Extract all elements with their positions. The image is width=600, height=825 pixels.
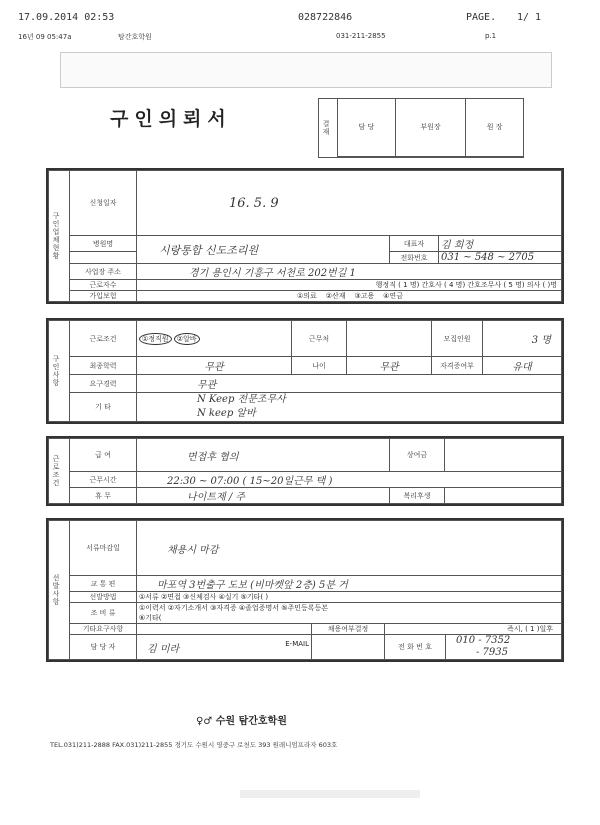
phone-value: 031 ~ 548 ~ 2705 — [441, 252, 535, 263]
conditions-side-label: 근로조건 — [52, 455, 60, 487]
bonus-value — [445, 439, 562, 472]
recruit-side-label: 구인사항 — [52, 355, 60, 387]
hire-decision-value: 즉시, ( 1 )일후 — [385, 624, 562, 635]
deadline-label: 서류마감일 — [70, 521, 137, 576]
manager-phone-line-2: - 7935 — [476, 647, 509, 658]
fax-sender-phone: 031-211-2855 — [336, 32, 386, 40]
insurance-label: 가입보험 — [70, 291, 137, 302]
approval-side-label: 결재 — [322, 120, 330, 136]
age-value: 무관 — [379, 362, 399, 373]
manager-phone-label: 전 화 번 호 — [385, 635, 446, 660]
manager-label: 담 당 자 — [70, 635, 137, 660]
address-label: 사업장 주소 — [70, 264, 137, 280]
condition-label: 근로조건 — [70, 321, 137, 357]
fax-datetime: 17.09.2014 02:53 — [18, 12, 115, 23]
etc-line-2: N keep 알바 — [197, 408, 256, 419]
insurance-opt-3: ③고용 — [354, 292, 375, 300]
insurance-opt-2: ②산재 — [325, 292, 346, 300]
selection-side-label: 선발사항 — [52, 574, 60, 606]
footer-contact: TEL.031)211-2888 FAX.031)211-2855 경기도 수원시 영중구 로천도 393 원래니엄프라자 603호 — [50, 741, 338, 749]
approval-sign-3 — [466, 156, 524, 157]
fax-number: 028722846 — [298, 12, 353, 23]
footer-faint-stamp — [240, 790, 420, 798]
age-label: 나이 — [292, 357, 347, 375]
etc-line-1: N Keep 전문조무사 — [197, 394, 286, 405]
docs-value: ①이력서 ②자기소개서 ③자격증 ④졸업증명서 ⑤주민등록등본 — [139, 604, 329, 612]
fax-page-value: 1/ 1 — [517, 12, 542, 23]
fax-sender: 탐간호학원 — [118, 33, 152, 41]
selection-table — [48, 520, 562, 660]
company-table — [48, 170, 562, 302]
approval-sign-2 — [395, 156, 465, 157]
career-label: 요구경력 — [70, 375, 137, 393]
conditions-table — [48, 438, 562, 504]
welfare-value — [445, 488, 562, 504]
manager-value: 김 미라 — [147, 643, 180, 655]
footer-logo — [196, 712, 287, 727]
etc-label: 기 타 — [70, 393, 137, 422]
holiday-value: 나이트제 / 주 — [187, 492, 246, 503]
other-req-label: 기타요구사항 — [70, 624, 137, 635]
hours-label: 근무시간 — [70, 472, 137, 488]
fax-sub-page: p.1 — [485, 32, 497, 40]
company-side-label: 구인업체현황 — [52, 212, 60, 260]
hospital-label: 병원명 — [70, 236, 137, 252]
recruit-count-label: 모집인원 — [432, 321, 483, 357]
approval-sign-1 — [338, 156, 396, 157]
hours-value: 22:30 ~ 07:00 ( 15~20일근무 택 ) — [167, 476, 333, 487]
email-label: E-MAIL — [285, 639, 309, 648]
address-value: 경기 용인시 기흥구 서천로 202번길 1 — [189, 268, 356, 279]
fax-sub-datetime: 16년 09 05:47a — [18, 33, 72, 41]
license-label: 자격증여부 — [432, 357, 483, 375]
transport-label: 교 통 편 — [70, 576, 137, 592]
rep-value: 김 희정 — [441, 240, 474, 251]
request-date-label: 신청일자 — [70, 171, 137, 236]
method-label: 선발방법 — [70, 592, 137, 603]
insurance-opt-1: ①의료 — [297, 292, 317, 300]
approval-col-2: 부원장 — [395, 99, 465, 157]
condition-opt-1: ①정직원 — [139, 333, 172, 345]
ghost-form-region — [60, 52, 552, 88]
career-value: 무관 — [197, 380, 217, 391]
workplace-label: 근무처 — [292, 321, 347, 357]
docs-value-2: ⑥기타( — [139, 614, 162, 622]
recruit-table — [48, 320, 562, 422]
document-title: 구인의뢰서 — [110, 108, 232, 130]
salary-label: 급 여 — [70, 439, 137, 472]
welfare-label: 복리후생 — [390, 488, 445, 504]
workplace-value — [347, 321, 432, 357]
hospital-value: 시랑통합 신도조리원 — [159, 243, 259, 257]
fax-page-label: PAGE. — [466, 12, 497, 23]
footer-logo-text: 수원 탐간호학원 — [215, 716, 287, 727]
staff-value: 행정직 ( 1 명) 간호사 ( 4 명) 간호조무사 ( 5 명) 의사 ( )명 — [137, 280, 562, 291]
rep-label: 대표자 — [390, 236, 439, 252]
deadline-value: 채용시 마감 — [167, 544, 219, 556]
other-req-value — [137, 624, 312, 635]
staff-label: 근로자수 — [70, 280, 137, 291]
holiday-label: 휴 무 — [70, 488, 137, 504]
license-value: 유대 — [512, 362, 532, 373]
salary-value: 면접후 협의 — [187, 451, 239, 463]
phone-label: 전화번호 — [390, 252, 439, 264]
email-value — [312, 635, 385, 660]
approval-table — [318, 98, 524, 158]
approval-col-3: 원 장 — [466, 99, 524, 157]
bonus-label: 상여금 — [390, 439, 445, 472]
insurance-opt-4: ④연금 — [383, 292, 403, 300]
education-label: 최종학력 — [70, 357, 137, 375]
request-date-value: 16. 5. 9 — [229, 195, 279, 211]
recruit-count-value: 3 명 — [531, 335, 551, 346]
education-value: 무관 — [204, 362, 224, 373]
approval-col-1: 담 당 — [338, 99, 396, 157]
transport-value: 마포역 3번출구 도보 (비마켓앞 2층) 5분 거 — [157, 580, 348, 591]
manager-phone-line-1: 010 - 7352 — [456, 635, 511, 646]
docs-label: 조 비 류 — [70, 603, 137, 624]
condition-opt-2: ②알바 — [174, 333, 200, 345]
method-value: ①서류 ②면접 ③신체검사 ④실기 ⑤기타( ) — [137, 592, 562, 603]
hire-decision-label: 채용여부결정 — [312, 624, 385, 635]
logo-mark-icon: ♀♂ — [196, 716, 213, 727]
